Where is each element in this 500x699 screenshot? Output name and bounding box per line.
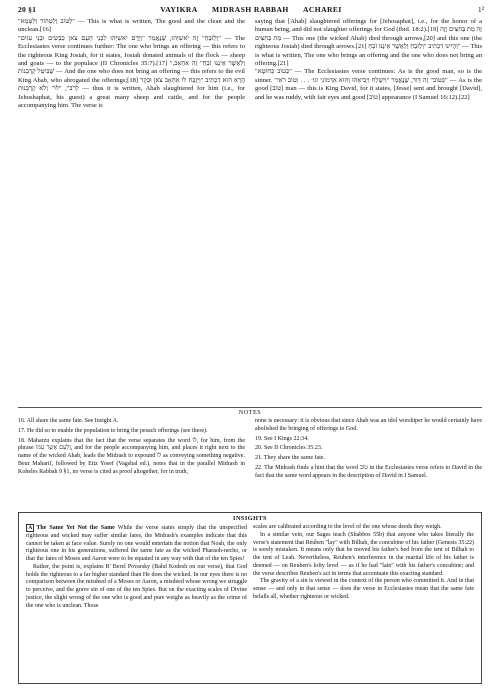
insights-right-column (253, 524, 474, 610)
note: none is necessary: it is obvious that since Ahab was an idol worshiper he would certainly have abolished the bringing of offerings to God. (255, 418, 482, 432)
header-work: MIDRASH RABBAH (212, 5, 289, 14)
note: 21. They share the same fate. (255, 455, 326, 462)
header-book: VAYIKRA (160, 5, 198, 14)
main-right-column (255, 18, 482, 110)
insight-paragraph: Rather, the point is, explains R' Berel Povarsky (Bahd Kodesh on our verse), that God holds the righteous to a far higher standard than He does the wicked. In our eyes there is no comparison between the misdeed of a Moses or Aaron, a misdeed whose wrong we struggle to perceive, and the grave sin of one of the ten Spies. But on the exacting scales of Divine justice, the slight wrong of the one who is good and pure weighs as heavily as the crime of the one who is unclean. Those (26, 563, 247, 609)
insight-paragraph: The gravity of a sin is viewed in the context of the person who committed it. And in that sense — and only in that sense — does the verse in Ecclesiastes mean that the same fate befalls all, whether righteous or wicked. (253, 578, 474, 600)
note: 16. All share the same fate. See Insight A. (18, 418, 119, 424)
page-number: 20 §1 (18, 5, 37, 14)
main-paragraph: "וְלַזֹּבֵחַ" זֶה יֹאשִׁיָּהוּ, שֶׁנֶּאֱמַר "וַיָּרֶם יֹאשִׁיָּהוּ לִבְנֵי הָעָם צֹאן כְּבָשִׂים וּבְנֵי עִזִּים" — The Ecclesiastes verse continues further: The one who brings an offering — this refers to the righteous King Josiah, for it states, Josiah donated animals of the flock — sheep and goats — to the populace (II Chronicles 35:7).[17] "וְלַאֲשֶׁר אֵינֶנּוּ זֹבֵחַ" זֶה אַחְאָב, שֶׁבִּיטֵּל קָרְבָּנוֹת — And the one who does not bring an offering — this refers to the evil King Ahab, who abrogated the offerings;[18] הֲרֵא הוּא דִכְתִיב "וַיִּזְבַּח לוֹ אַחְאָב צֹאן וּבָקָר לָרֹב", "לוֹ" וְלֹא קָרְבָּנוֹת — thus it is written, Ahab slaughtered for him (i.e., for Jehoshaphat, his guest) a great many sheep and cattle, and for the people accompanying him. The verse is (18, 34, 245, 110)
main-paragraph: saying that [Ahab] slaughtered offerings for [Jehosaphat], i.e., for the honor of a human being, and did not slaughter offerings for God (ibid. 18:2).[19] זֶה מֵת בַּחִצִּים וְזֶה מֵת בַּחִצִּים — This one (the wicked Ahab) died through arrows,[20] and this one (the righteous Josiah) died through arrows.[21] וַהֲיִינוּ דִכְתִיב "וְלַזֹּבֵחַ וְלַאֲשֶׁר אֵינֶנּוּ זֹבֵחַ" — This is what is written, The one who brings an offering and the one who does not bring an offering.[21] (255, 18, 483, 68)
notes-heading: NOTES (18, 407, 482, 416)
insights-left-column (26, 524, 247, 610)
note: 19. See I Kings 22:34. (255, 435, 309, 442)
insight-heading: The Same Yet Not the Same (36, 525, 115, 531)
main-text (18, 18, 482, 110)
insights-columns (26, 524, 474, 610)
insight-text: While the verse states simply that the unspecified righteous and wicked may suffer similar fates, the Midrash's examples indicate that this cannot be taken at face value. Surely no one would entertain the notion that Noah, the only righteous one in his generations, suffered the same fate as the wicked Pharaoh-necho, or that the fates of Moses and Aaron were to be equated in any way with that of the ten Spies! (26, 525, 247, 562)
insight-paragraph: scales are calibrated according to the level of the one whose deeds they weigh. (253, 524, 442, 530)
note: 18. Maharzu explains that the fact that the verse separates the word לוֹ, for him, from the phrase וְלָעָם אֲשֶׁר עִמּוֹ, and for the people accompanying him, and places it right next to the name of the wicked Ahab, leads the Midrash to expound לוֹ as conveying something negative. Beur Maharif, followed by Eitz Yosef (Vagshal ed.), notes that in the parallel Midrash in Koheles Rabbah 9 §1, no verse is cited as proof altogether, for in truth, (18, 437, 245, 475)
insights-box (18, 512, 482, 684)
main-paragraph: "כַּטּוֹב כַּחוֹטֶא" — The Ecclesiastes verse continues: As is the good man, so is the sinner. "כַּטּוֹב" זֶה דָּוִד, שֶׁנֶּאֱמַר "וַיִּשְׁלַח וַיְבִיאֵהוּ וְהוּא אַדְמוֹנִי וגו׳ . . . וְטוֹב רֹאִי" — As is the good [טוֹב] man — this is King David, for it states, [Jesse] sent and brought [David], and he was ruddy, with fair eyes and good [טוֹב] appearance (I Samuel 16:12).[22] (255, 68, 482, 101)
notes-left-column (18, 418, 245, 483)
notes-right-column (255, 418, 482, 483)
main-paragraph: "לַטּוֹב וְלַטָּהוֹר וְלַטָּמֵא" — This is what is written, The good and the clean and the unclean.[16] (18, 18, 245, 34)
note: 17. He did so to enable the population to bring the pesach offerings (see there). (18, 427, 208, 434)
insight-paragraph (26, 524, 247, 564)
note: 20. See II Chronicles 35:23. (255, 445, 323, 452)
header-parashah: ACHAREI (303, 5, 342, 14)
header-title (18, 4, 484, 16)
header-mark: 1² (477, 5, 484, 14)
main-left-column (18, 18, 245, 110)
insight-letter-badge: A (26, 524, 34, 532)
insight-paragraph: In a similar vein, our Sages teach (Shabbos 55b) that anyone who takes literally the verse's statement that Reuben "lay" with Bilhah, the concubine of his father (Genesis 35:22) is sorely mistaken. It means only that he moved his father's bed from the tent of Bilhah to the tent of Leah. Nevertheless, Reuben's interference in the marital life of his father is deemed — on Reuben's lofty level — as if he had "lain" with his father's concubine; and the verse describes Reuben's act in terms that accentuate this exacting standard. (253, 531, 474, 577)
note: 22. The Midrash finds a hint that the word טוֹב in the Ecclesiastes verse refers to David in the fact that the same word appears in the description of David in I Samuel. (255, 465, 482, 479)
insights-heading: INSIGHTS (233, 515, 267, 522)
running-header (18, 4, 484, 16)
notes-section (18, 418, 482, 483)
